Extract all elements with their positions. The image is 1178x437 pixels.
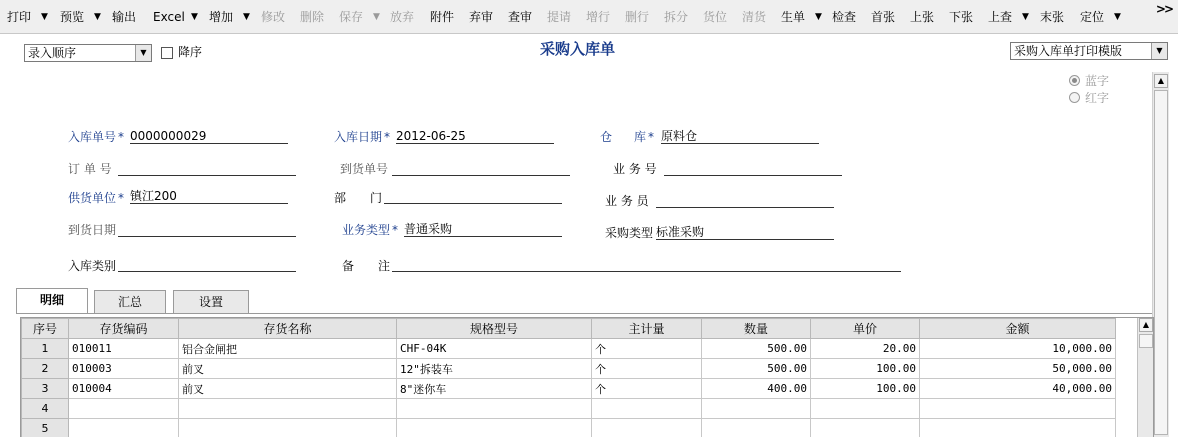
radio-red-label: 红字 [1085,91,1110,105]
sort-order-value: 录入顺序 [28,46,77,60]
warehouse-field[interactable]: 原料仓 [661,128,819,144]
cell-qty[interactable]: 500.00 [702,339,811,359]
cell-price[interactable] [811,419,920,437]
order-no-field[interactable] [118,160,296,176]
cell-amount[interactable] [920,419,1116,437]
cell-amount[interactable]: 50,000.00 [920,359,1116,379]
receipt-date-field[interactable]: 2012-06-25 [396,128,554,144]
toolbar-button[interactable]: 提请 [547,10,572,24]
cell-spec[interactable]: CHF-04K [397,339,592,359]
column-header[interactable]: 金额 [920,319,1116,339]
scroll-thumb[interactable] [1139,334,1153,348]
toolbar-button[interactable]: 打印 [7,10,32,24]
clerk-label: 业 务 员 [605,194,649,208]
toolbar-more-button[interactable]: >> [1155,2,1172,16]
chevron-down-icon[interactable]: ▼ [243,12,250,22]
print-template-value: 采购入库单打印模版 [1014,44,1123,58]
cell-seq: 4 [22,399,69,419]
toolbar-button[interactable]: 弃审 [469,10,494,24]
cell-unit[interactable]: 个 [592,379,702,399]
tab-summary[interactable]: 汇总 [94,290,166,314]
table-row[interactable] [22,379,1116,399]
arrival-no-field[interactable] [392,160,570,176]
toolbar-button[interactable]: 下张 [949,10,974,24]
cell-amount[interactable]: 10,000.00 [920,339,1116,359]
chevron-down-icon[interactable]: ▼ [1022,12,1029,22]
toolbar-button[interactable]: 保存 [339,10,364,24]
table-row[interactable] [22,359,1116,379]
scroll-up-icon[interactable]: ▲ [1154,74,1168,88]
cell-code[interactable] [69,419,179,437]
toolbar-button[interactable]: 增行 [586,10,611,24]
chevron-down-icon[interactable]: ▼ [94,12,101,22]
table-row[interactable] [22,419,1116,437]
scroll-up-icon[interactable]: ▲ [1139,318,1153,332]
cell-unit[interactable]: 个 [592,339,702,359]
remark-label: 备 注 [342,259,391,273]
cell-seq: 1 [22,339,69,359]
business-type-field[interactable]: 普通采购 [404,221,562,237]
clerk-field[interactable] [656,192,834,208]
cell-amount[interactable]: 40,000.00 [920,379,1116,399]
cell-spec[interactable]: 12"拆装车 [397,359,592,379]
tab-detail[interactable]: 明细 [16,288,88,314]
toolbar-button[interactable]: 附件 [430,10,455,24]
column-header[interactable]: 单价 [811,319,920,339]
descending-checkbox[interactable] [161,47,173,59]
cell-seq: 3 [22,379,69,399]
in-category-field[interactable] [118,256,296,272]
column-header[interactable]: 序号 [22,319,69,339]
supplier-label: 供货单位 * [68,191,125,205]
descending-label: 降序 [178,45,203,59]
toolbar-button[interactable]: 修改 [261,10,286,24]
business-type-label: 业务类型 * [342,223,399,237]
scroll-thumb[interactable] [1154,90,1168,435]
receipt-no-field[interactable]: 0000000029 [130,128,288,144]
toolbar-button[interactable]: 生单 [781,10,806,24]
remark-field[interactable] [392,256,901,272]
receipt-no-label: 入库单号 * [68,130,125,144]
table-row[interactable] [22,339,1116,359]
toolbar-button[interactable]: 货位 [703,10,728,24]
cell-name[interactable] [179,399,397,419]
print-template-select[interactable] [1010,42,1168,60]
toolbar-button[interactable]: 增加 [209,10,234,24]
cell-code[interactable]: 010011 [69,339,179,359]
toolbar-button[interactable]: 末张 [1040,10,1065,24]
purchase-type-field[interactable]: 标准采购 [656,224,834,240]
receipt-date-label: 入库日期 * [334,130,391,144]
cell-name[interactable]: 铝合金闸把 [179,339,397,359]
chevron-down-icon[interactable]: ▼ [191,12,198,22]
cell-price[interactable]: 100.00 [811,379,920,399]
column-header[interactable]: 存货名称 [179,319,397,339]
arrival-no-label: 到货单号 [340,162,389,176]
cell-price[interactable]: 20.00 [811,339,920,359]
toolbar-button[interactable]: 首张 [871,10,896,24]
chevron-down-icon[interactable]: ▼ [135,45,151,61]
radio-red[interactable] [1069,92,1080,103]
cell-code[interactable]: 010003 [69,359,179,379]
cell-name[interactable]: 前叉 [179,379,397,399]
grid-vertical-scrollbar[interactable] [1137,318,1153,437]
toolbar-button[interactable]: 删除 [300,10,325,24]
cell-price[interactable] [811,399,920,419]
cell-name[interactable] [179,419,397,437]
toolbar-button[interactable]: 定位 [1080,10,1105,24]
in-category-label: 入库类别 [68,259,117,273]
chevron-down-icon[interactable]: ▼ [1151,43,1167,59]
chevron-down-icon[interactable]: ▼ [373,12,380,22]
chevron-down-icon[interactable]: ▼ [41,12,48,22]
chevron-down-icon[interactable]: ▼ [815,12,822,22]
toolbar-button[interactable]: 预览 [60,10,85,24]
column-header[interactable]: 主计量 [592,319,702,339]
toolbar-button[interactable]: 查审 [508,10,533,24]
department-field[interactable] [384,188,562,204]
toolbar-button[interactable]: 上查 [988,10,1013,24]
form-vertical-scrollbar[interactable] [1152,72,1169,437]
toolbar-button[interactable]: Excel [153,10,185,24]
cell-spec[interactable] [397,419,592,437]
tab-divider [16,313,1152,314]
cell-name[interactable]: 前叉 [179,359,397,379]
cell-qty[interactable] [702,419,811,437]
cell-unit[interactable]: 个 [592,359,702,379]
cell-unit[interactable] [592,399,702,419]
warehouse-label: 仓 库 * [600,130,655,144]
purchase-type-label: 采购类型 [605,226,654,240]
cell-qty[interactable] [702,399,811,419]
cell-qty[interactable]: 400.00 [702,379,811,399]
cell-code[interactable] [69,399,179,419]
toolbar-button[interactable]: 检查 [832,10,857,24]
detail-grid [20,317,1154,437]
cell-spec[interactable]: 8"迷你车 [397,379,592,399]
cell-unit[interactable] [592,419,702,437]
arrival-date-label: 到货日期 [68,223,117,237]
supplier-field[interactable]: 镇江200 [130,188,288,204]
chevron-down-icon[interactable]: ▼ [1114,12,1121,22]
cell-qty[interactable]: 500.00 [702,359,811,379]
toolbar [0,0,1178,34]
order-no-label: 订 单 号 [68,162,112,176]
column-header[interactable]: 存货编码 [69,319,179,339]
arrival-date-field[interactable] [118,221,296,237]
page-title: 采购入库单 [540,40,616,58]
toolbar-button[interactable]: 删行 [625,10,650,24]
table-row[interactable] [22,399,1116,419]
column-header[interactable]: 规格型号 [397,319,592,339]
toolbar-button[interactable]: 输出 [112,10,137,24]
cell-amount[interactable] [920,399,1116,419]
cell-seq: 2 [22,359,69,379]
radio-blue[interactable] [1069,75,1080,86]
column-header[interactable]: 数量 [702,319,811,339]
toolbar-button[interactable]: 上张 [910,10,935,24]
business-no-label: 业 务 号 [613,162,657,176]
toolbar-button[interactable]: 清货 [742,10,767,24]
cell-seq: 5 [22,419,69,437]
toolbar-button[interactable]: 放弃 [390,10,415,24]
tab-settings[interactable]: 设置 [173,290,249,314]
toolbar-button[interactable]: 拆分 [664,10,689,24]
cell-price[interactable]: 100.00 [811,359,920,379]
business-no-field[interactable] [664,160,842,176]
sort-order-select[interactable] [24,44,152,62]
department-label: 部 门 [334,191,383,205]
radio-blue-label: 蓝字 [1085,74,1110,88]
cell-code[interactable]: 010004 [69,379,179,399]
cell-spec[interactable] [397,399,592,419]
